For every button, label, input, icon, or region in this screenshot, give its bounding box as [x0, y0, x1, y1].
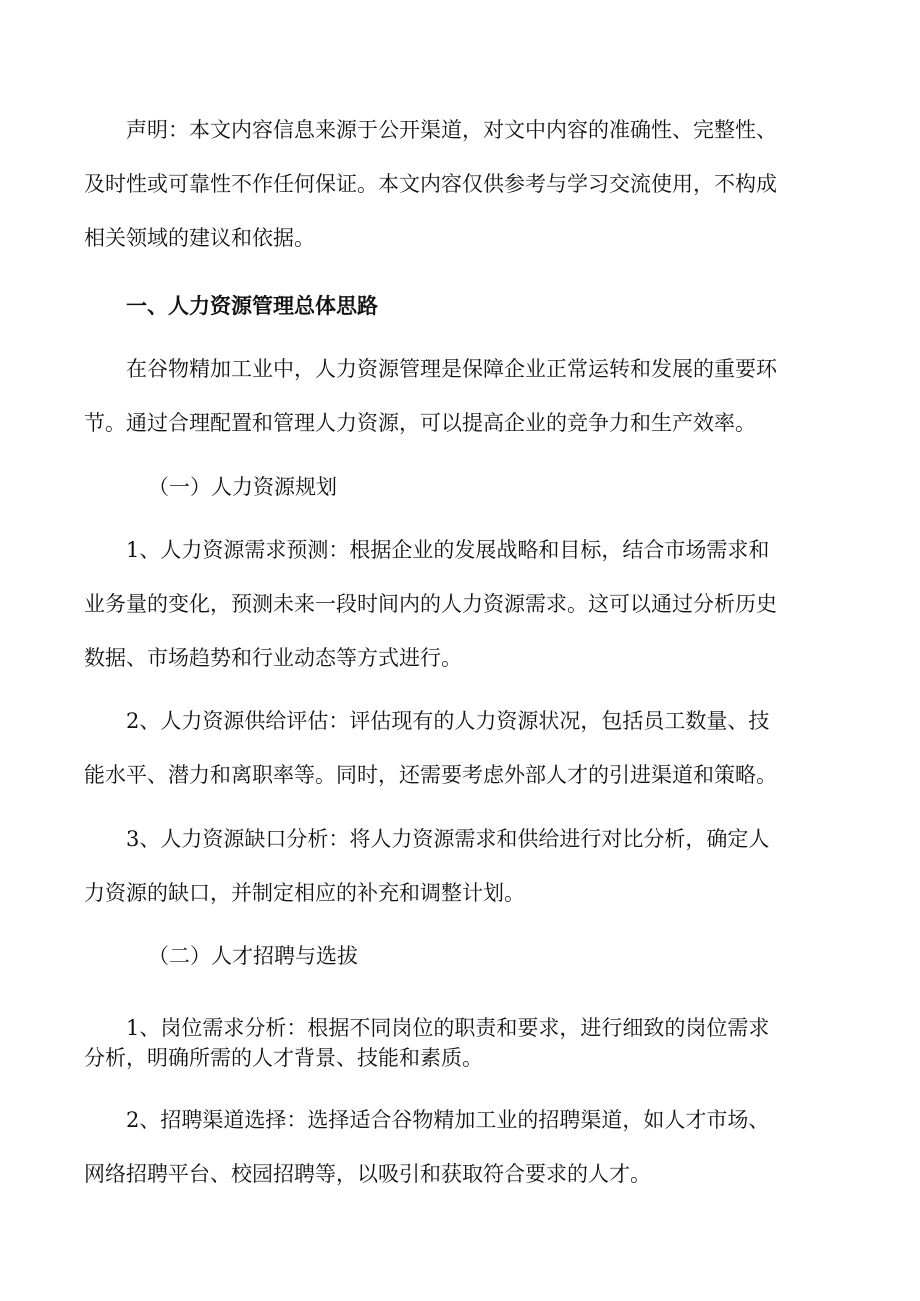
paragraph-line: 业务量的变化，预测未来一段时间内的人力资源需求。这可以通过分析历史 — [84, 592, 777, 616]
paragraph-line: 1、岗位需求分析：根据不同岗位的职责和要求，进行细致的岗位需求 — [126, 1016, 770, 1040]
paragraph-line: 在谷物精加工业中，人力资源管理是保障企业正常运转和发展的重要环 — [126, 357, 777, 381]
paragraph-line: 分析，明确所需的人才背景、技能和素质。 — [84, 1046, 483, 1070]
paragraph-line: 2、人力资源供给评估：评估现有的人力资源状况，包括员工数量、技 — [126, 709, 770, 733]
paragraph-line: 节。通过合理配置和管理人力资源，可以提高企业的竞争力和生产效率。 — [84, 411, 756, 435]
paragraph-line: 3、人力资源缺口分析：将人力资源需求和供给进行对比分析，确定人 — [126, 827, 770, 851]
disclaimer-line-3: 相关领域的建议和依据。 — [84, 226, 315, 250]
disclaimer-line-1: 声明：本文内容信息来源于公开渠道，对文中内容的准确性、完整性、 — [126, 118, 777, 142]
subsection-heading: （二）人才招聘与选拔 — [148, 944, 358, 968]
paragraph-line: 数据、市场趋势和行业动态等方式进行。 — [84, 646, 462, 670]
disclaimer-line-2: 及时性或可靠性不作任何保证。本文内容仅供参考与学习交流使用，不构成 — [84, 172, 777, 196]
section-heading: 一、人力资源管理总体思路 — [126, 294, 378, 318]
paragraph-line: 能水平、潜力和离职率等。同时，还需要考虑外部人才的引进渠道和策略。 — [84, 763, 777, 787]
paragraph-line: 力资源的缺口，并制定相应的补充和调整计划。 — [84, 881, 525, 905]
paragraph-line: 1、人力资源需求预测：根据企业的发展战略和目标，结合市场需求和 — [126, 538, 770, 562]
paragraph-line: 2、招聘渠道选择：选择适合谷物精加工业的招聘渠道，如人才市场、 — [126, 1108, 770, 1132]
paragraph-line: 网络招聘平台、校园招聘等，以吸引和获取符合要求的人才。 — [84, 1162, 651, 1186]
subsection-heading: （一）人力资源规划 — [148, 475, 337, 499]
